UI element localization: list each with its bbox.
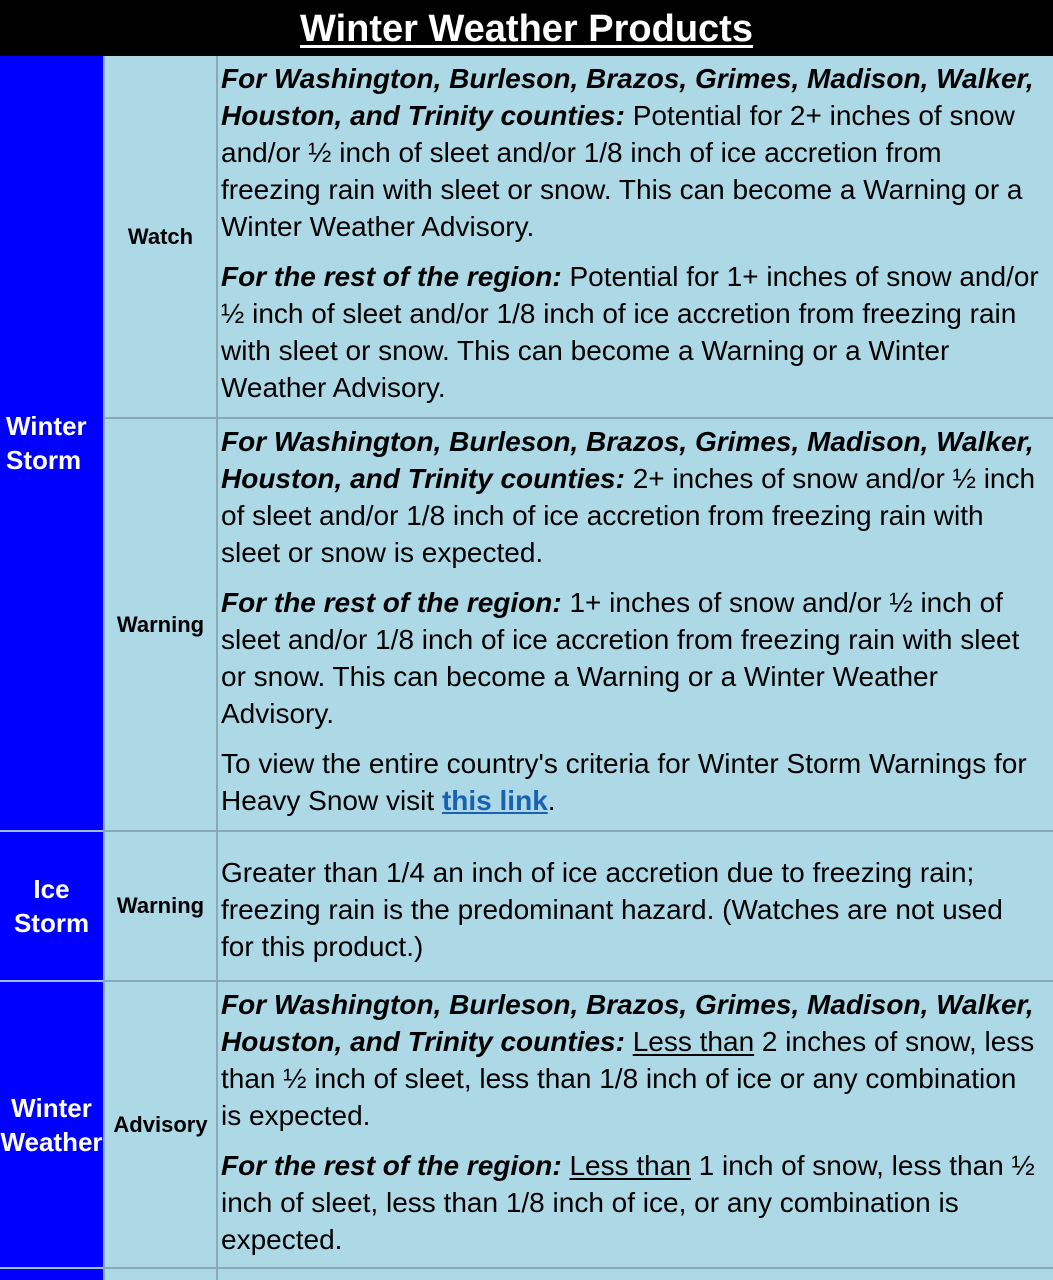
criteria-text-end: . [547,785,556,816]
criteria-text: 2 inches of snow, less than ½ inch of sleet, less than 1/8 inch of ice or any combination is expected. [221,1026,1035,1131]
description-paragraph [221,423,1039,571]
region-lead: For Washington, Burleson, Brazos, Grimes, Madison, Walker, Houston, and Trinity counties: [221,63,1034,131]
description-paragraph [221,60,1039,245]
next-row-description-fragment [218,1269,1053,1280]
criteria-text: Greater than 1/4 an inch of ice accretion due to freezing rain; freezing rain is the predominant hazard. (Watches are not used for this product.) [221,857,1003,962]
table-title: Winter Weather Products [0,0,1053,56]
category-winter-storm [0,56,103,832]
next-row-type-fragment [103,1269,218,1280]
type-label: Advisory [113,1111,208,1137]
type-cell-ice-warning [103,832,218,982]
region-lead: For Washington, Burleson, Brazos, Grimes, Madison, Walker, Houston, and Trinity counties: [221,989,1034,1057]
type-label: Warning [116,893,205,918]
category-label: Winter Storm [6,411,87,475]
type-cell-warning [103,419,218,832]
region-lead: For the rest of the region: [221,261,562,292]
description-watch [218,56,1053,419]
criteria-text: Potential for 2+ inches of snow and/or ½ inch of sleet and/or 1/8 inch of ice accretion from freezing rain with sleet or snow. This can become a Warning or a Winter Weather Advisory. [221,100,1023,242]
criteria-text: Potential for 1+ inches of snow and/or ½ inch of sleet and/or 1/8 inch of ice accretion from freezing rain with sleet or snow. This can become a Warning or a Winter Weather Advisory. [221,261,1039,403]
type-label: Warning [116,611,205,637]
criteria-text: 1+ inches of snow and/or ½ inch of sleet and/or 1/8 inch of ice accretion from freezing rain with sleet or snow. This can become a Warning or a Winter Weather Advisory. [221,587,1020,729]
criteria-text: 2+ inches of snow and/or ½ inch of sleet and/or 1/8 inch of ice accretion from freezing rain with sleet or snow is expected. [221,463,1036,568]
description-winter-storm-warning [218,419,1053,832]
category-winter-weather [0,982,103,1269]
criteria-link[interactable]: this link [441,785,548,816]
region-lead: For Washington, Burleson, Brazos, Grimes, Madison, Walker, Houston, and Trinity counties: [221,426,1034,494]
criteria-text: To view the entire country's criteria for Winter Storm Warnings for Heavy Snow visit [221,748,1027,816]
emphasis-text: Less than [569,1150,691,1181]
description-advisory [218,982,1053,1269]
category-ice-storm [0,832,103,982]
emphasis-text: Less than [632,1026,755,1057]
category-label: Ice Storm [13,874,90,938]
type-label: Watch [127,223,194,249]
description-paragraph [221,986,1039,1134]
criteria-text: 1 inch of snow, less than ½ inch of sleet, less than 1/8 inch of ice, or any combination is expected. [221,1150,1035,1255]
description-paragraph [221,854,1039,965]
category-label: Winter Weather [0,1092,103,1157]
description-paragraph [221,745,1039,819]
region-lead: For the rest of the region: [221,1150,562,1181]
description-paragraph [221,258,1039,406]
type-cell-advisory [103,982,218,1269]
type-cell-watch [103,56,218,419]
description-paragraph [221,584,1039,732]
description-ice-storm-warning [218,832,1053,982]
description-paragraph [221,1147,1039,1258]
region-lead: For the rest of the region: [221,587,562,618]
next-row-category-fragment [0,1269,103,1280]
